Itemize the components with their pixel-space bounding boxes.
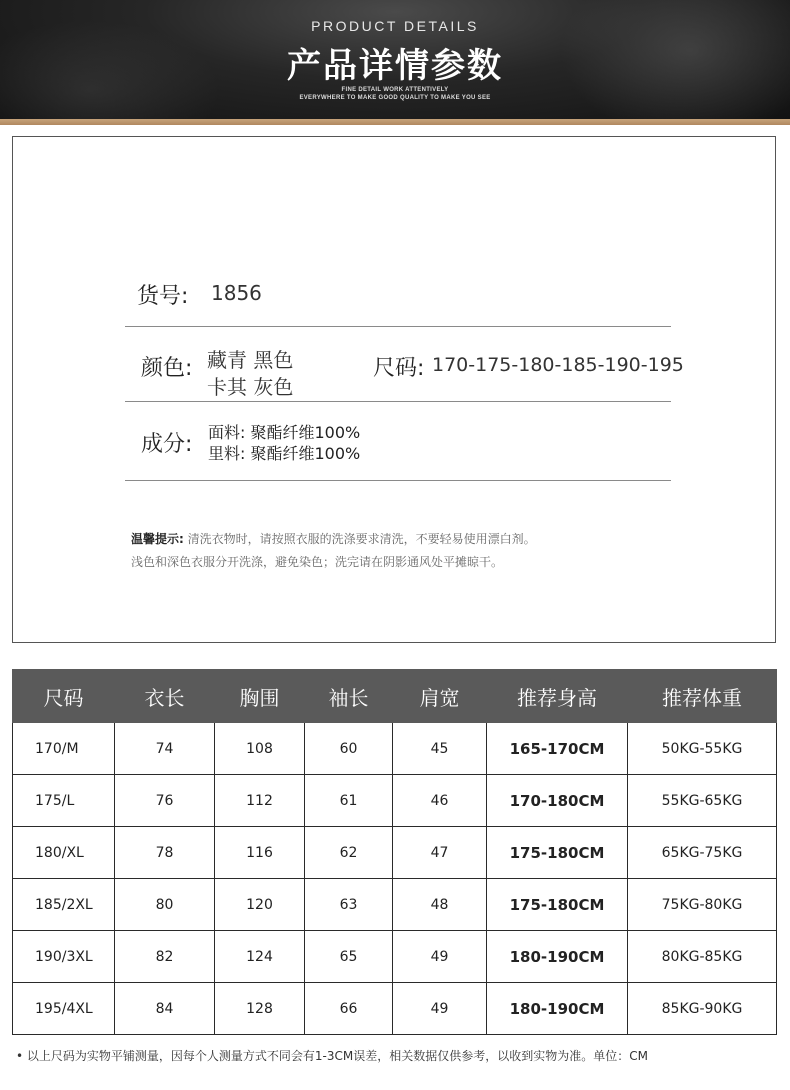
care-tip-line-2: 浅色和深色衣服分开洗涤，避免染色；洗完请在阴影通风处平摊晾干。 bbox=[131, 555, 504, 569]
cell-chest: 128 bbox=[215, 983, 305, 1035]
cell-size: 180/XL bbox=[13, 827, 115, 879]
cell-length: 84 bbox=[115, 983, 215, 1035]
cell-size: 185/2XL bbox=[13, 879, 115, 931]
care-tip-line-1 bbox=[131, 530, 536, 547]
cell-height: 170-180CM bbox=[487, 775, 628, 827]
cell-weight: 80KG-85KG bbox=[628, 931, 777, 983]
cell-sleeve: 60 bbox=[305, 723, 393, 775]
header-banner bbox=[0, 0, 790, 120]
banner-title-en: PRODUCT DETAILS bbox=[311, 18, 479, 34]
cell-sleeve: 63 bbox=[305, 879, 393, 931]
cell-weight: 85KG-90KG bbox=[628, 983, 777, 1035]
product-info-box bbox=[12, 136, 776, 643]
table-row bbox=[13, 723, 777, 775]
colors-line-2: 卡其 灰色 bbox=[207, 375, 294, 399]
header-weight: 推荐体重 bbox=[628, 670, 777, 723]
banner-title-cn: 产品详情参数 bbox=[287, 46, 503, 86]
cell-weight: 65KG-75KG bbox=[628, 827, 777, 879]
cell-weight: 50KG-55KG bbox=[628, 723, 777, 775]
table-row bbox=[13, 879, 777, 931]
cell-shoulder: 45 bbox=[393, 723, 487, 775]
cell-sleeve: 65 bbox=[305, 931, 393, 983]
composition-label: 成分: bbox=[141, 432, 193, 457]
cell-sleeve: 66 bbox=[305, 983, 393, 1035]
cell-chest: 112 bbox=[215, 775, 305, 827]
cell-length: 76 bbox=[115, 775, 215, 827]
header-shoulder: 肩宽 bbox=[393, 670, 487, 723]
item-no-label: 货号: bbox=[137, 284, 189, 309]
lining-value: 里料: 聚酯纤维100% bbox=[208, 444, 361, 463]
care-tip-label: 温馨提示: bbox=[131, 532, 184, 546]
measurement-footnote: • 以上尺码为实物平铺测量，因每个人测量方式不同会有1-3CM误差，相关数据仅供参考，以收到实物为准。单位：CM bbox=[16, 1049, 648, 1063]
cell-shoulder: 46 bbox=[393, 775, 487, 827]
cell-length: 80 bbox=[115, 879, 215, 931]
cell-weight: 55KG-65KG bbox=[628, 775, 777, 827]
header-chest: 胸围 bbox=[215, 670, 305, 723]
fabric-value: 面料: 聚酯纤维100% bbox=[208, 423, 361, 442]
cell-size: 195/4XL bbox=[13, 983, 115, 1035]
cell-chest: 108 bbox=[215, 723, 305, 775]
divider bbox=[125, 326, 671, 327]
header-height: 推荐身高 bbox=[487, 670, 628, 723]
table-row bbox=[13, 827, 777, 879]
header-length: 衣长 bbox=[115, 670, 215, 723]
header-sleeve: 袖长 bbox=[305, 670, 393, 723]
divider bbox=[125, 401, 671, 402]
cell-chest: 120 bbox=[215, 879, 305, 931]
cell-sleeve: 61 bbox=[305, 775, 393, 827]
cell-length: 82 bbox=[115, 931, 215, 983]
size-label: 尺码: bbox=[373, 356, 425, 381]
cell-size: 190/3XL bbox=[13, 931, 115, 983]
cell-weight: 75KG-80KG bbox=[628, 879, 777, 931]
cell-height: 165-170CM bbox=[487, 723, 628, 775]
cell-chest: 116 bbox=[215, 827, 305, 879]
cell-height: 175-180CM bbox=[487, 879, 628, 931]
gold-divider bbox=[0, 119, 790, 125]
cell-shoulder: 49 bbox=[393, 983, 487, 1035]
banner-subtitle-2: EVERYWHERE TO MAKE GOOD QUALITY TO MAKE YOU SEE bbox=[299, 95, 491, 101]
cell-height: 175-180CM bbox=[487, 827, 628, 879]
cell-length: 78 bbox=[115, 827, 215, 879]
cell-size: 175/L bbox=[13, 775, 115, 827]
banner-subtitle-1: FINE DETAIL WORK ATTENTIVELY bbox=[341, 87, 449, 93]
cell-height: 180-190CM bbox=[487, 983, 628, 1035]
table-row bbox=[13, 931, 777, 983]
item-no-value: 1856 bbox=[211, 281, 262, 305]
cell-height: 180-190CM bbox=[487, 931, 628, 983]
color-label: 颜色: bbox=[141, 356, 193, 381]
cell-size: 170/M bbox=[13, 723, 115, 775]
header-size: 尺码 bbox=[13, 670, 115, 723]
cell-shoulder: 48 bbox=[393, 879, 487, 931]
cell-chest: 124 bbox=[215, 931, 305, 983]
divider bbox=[125, 480, 671, 481]
size-table bbox=[12, 669, 777, 1035]
table-header-row bbox=[13, 670, 777, 723]
cell-sleeve: 62 bbox=[305, 827, 393, 879]
table-row bbox=[13, 983, 777, 1035]
care-tip-text: 清洗衣物时，请按照衣服的洗涤要求清洗，不要轻易使用漂白剂。 bbox=[187, 532, 536, 546]
cell-length: 74 bbox=[115, 723, 215, 775]
colors-line-1: 藏青 黑色 bbox=[207, 348, 294, 372]
table-row bbox=[13, 775, 777, 827]
cell-shoulder: 49 bbox=[393, 931, 487, 983]
cell-shoulder: 47 bbox=[393, 827, 487, 879]
sizes-value: 170-175-180-185-190-195 bbox=[432, 354, 684, 376]
